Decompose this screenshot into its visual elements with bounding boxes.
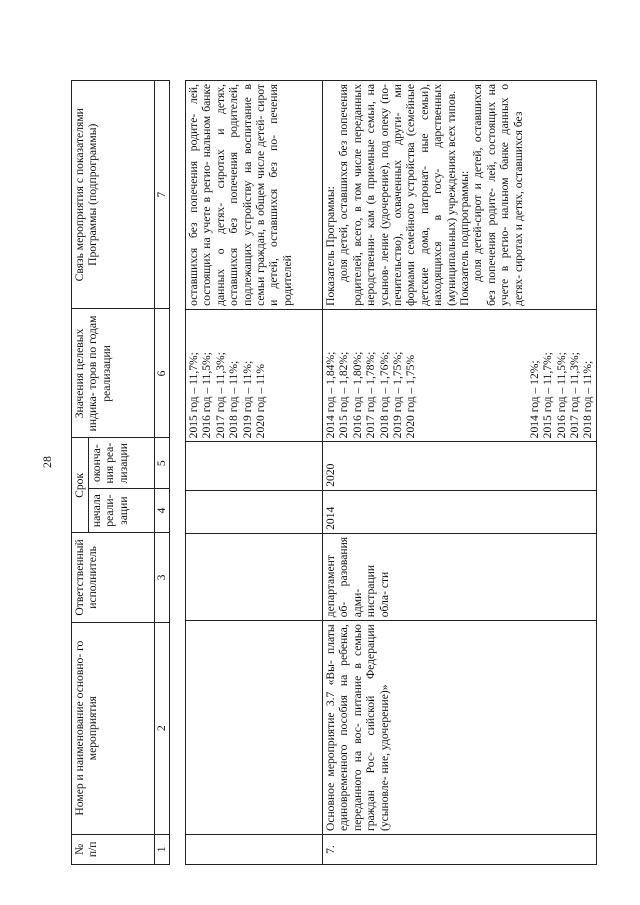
table-row [186,81,323,865]
rotated-page [19,80,627,865]
program-indicator-text: доля детей, оставшихся без попечения родителей, всего, в том числе переданных неродственни- кам (в приемные семьи, на усынов- ление (удочерение), под опеку (по- печительство), охваченных други- ми формами семейного устройства (семейные детские дома, патронат- ные семьи), находящихся в госу- дарственных (муниципальных) учреждениях всех типов. [337,84,458,306]
row7-num: 7. [323,835,597,865]
page-number: 28 [40,456,54,468]
continued-values: 2015 год – 11,7%; 2016 год – 11,5%; 2017 год – 11,3%; 2018 год – 11%; 2019 год – 11%; 2020 год – 11% [186,309,323,441]
colnum-3: 3 [155,533,170,622]
table-row [323,81,597,865]
row7-link [323,81,597,310]
row7-executor: департамент об- разования адми- нистрации обла- сти [323,533,597,620]
colnum-2: 2 [155,622,170,834]
colnum-4: 4 [155,488,170,532]
body-table [185,80,597,865]
colnum-6: 6 [155,309,170,438]
colnum-1: 1 [155,834,170,864]
colnum-7: 7 [155,81,170,310]
header-end: оконча- ния реа- лизации [89,438,155,489]
continued-link: оставшихся без попечения родите- лей, состоящих на учете в регио- нальном банке данных о детях- сиротах и детях, оставшихся без попечения родителей, подлежащих устройству на воспитание в семьи граждан, в общем числе детей- сирот и детей, оставшихся без по- печения родителей [186,81,323,310]
header-link: Связь мероприятия с показателями Программы (подпрограммы) [72,81,155,310]
header-num: № п/п [72,834,155,864]
header-name: Номер и наименование основно- го мероприятия [72,622,155,834]
row7-name: Основное мероприятие 3.7 «Вы- платы единовременного пособия на ребенка, переданного на вос- питание в семью граждан Рос- сийской Федерации (усыновле- ние, удочерение)» [323,621,597,835]
subprogram-indicator-label: Показатель подпрограммы: [458,170,472,306]
header-term: Срок [72,438,89,533]
row7-end: 2020 [323,442,597,490]
header-values: Значения целевых индика- торов по годам реализации [72,309,155,438]
row7-start: 2014 [323,490,597,533]
header-executor: Ответственный исполнитель [72,533,155,622]
header-start: начала реали- зации [89,488,155,532]
subprogram-indicator-text: доля детей-сирот и детей, оставшихся без попечения родите- лей, состоящих на учете в регио- нальном банке данных о детях- сиротах и детях, оставшихся без [471,84,525,306]
program-indicator-label: Показатель Программы: [324,186,337,306]
colnum-5: 5 [155,438,170,489]
header-table [71,80,170,865]
row7-values: 2014 год – 1,84%; 2015 год – 1,82%; 2016 год – 1,80%; 2017 год – 1,78%; 2018 год – 1,76%; 2019 год – 1,75%; 2020 год – 1,75% 2014 год – 12%; 2015 год – 11,7%; 2016 год – 11,5%; 2017 год – 11,3%; 2018 год – 11%; [323,309,597,441]
